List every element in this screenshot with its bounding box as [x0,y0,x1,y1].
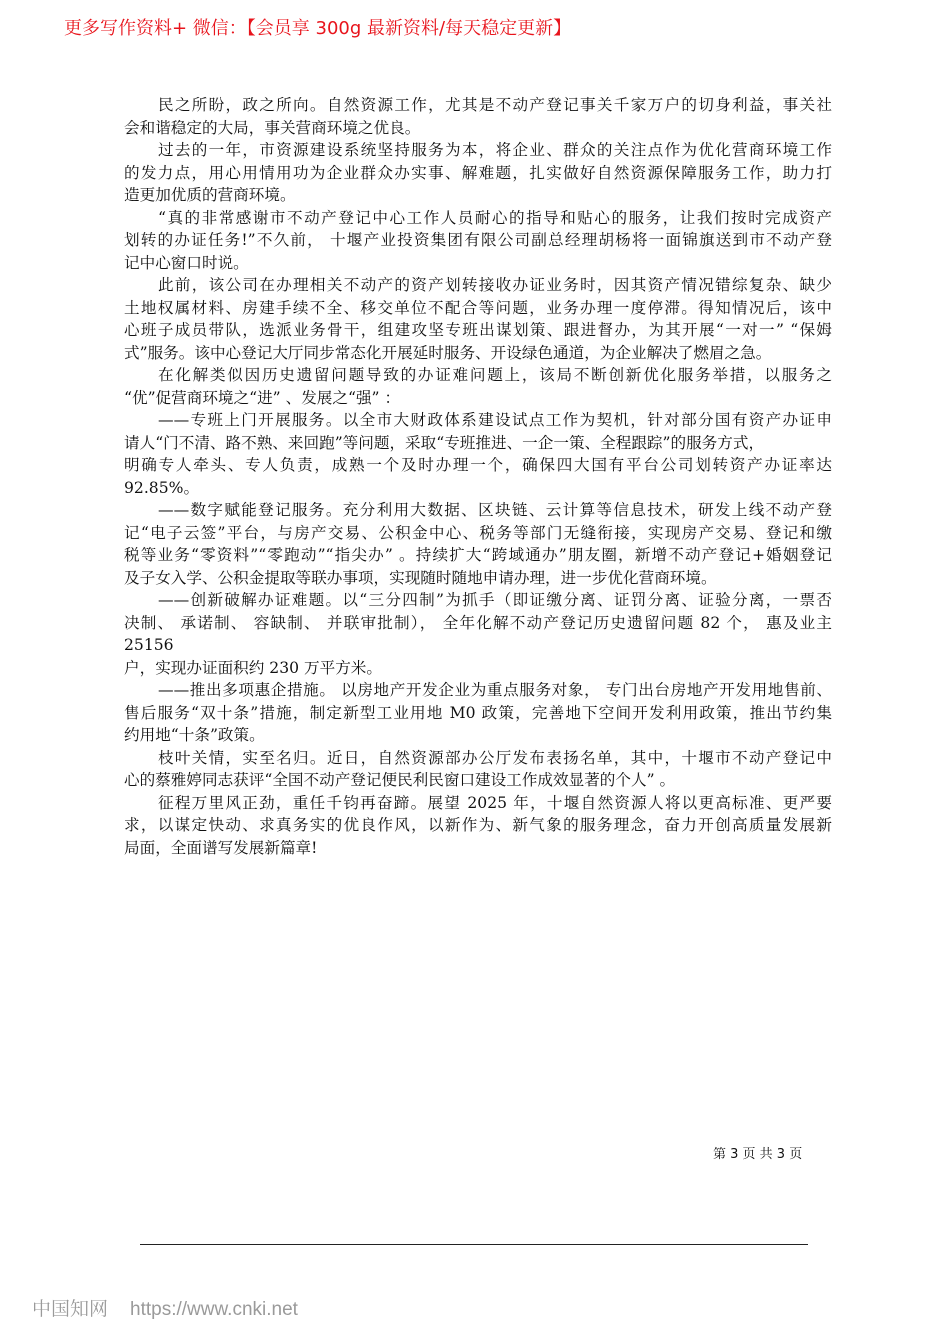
watermark-url: https://www.cnki.net [130,1299,298,1320]
paragraph [124,747,832,792]
paragraph-line: 记“电子云签”平台，与房产交易、公积金中心、税务等部门无缝衔接，实现房产交易、登记和缴 [124,523,832,542]
paragraph-line: ——推出多项惠企措施。 以房地产开发企业为重点服务对象， 专门出台房地产开发用地售前、 [158,681,832,699]
paragraph-line: 约用地“十条”政策。 [124,726,265,744]
paragraph-line: 局面，全面谱写发展新篇章! [124,838,318,857]
paragraph-line: 此前，该公司在办理相关不动产的资产划转接收办证业务时，因其资产情况错综复杂、缺少 [158,276,832,294]
paragraph-line: 心的蔡雅婷同志获评“全国不动产登记便民利民窗口建设工作成效显著的个人” 。 [124,771,676,789]
paragraph-line: 户，实现办证面积约 230 万平方米。 [124,658,382,677]
paragraph [124,274,832,364]
paragraph [124,679,832,747]
paragraph-line: 的发力点，用心用情用功为企业群众办实事、解难题，扎实做好自然资源保障服务工作，助力打 [124,163,832,182]
paragraph-line: 枝叶关情，实至名归。近日，自然资源部办公厅发布表扬名单，其中，十堰市不动产登记中 [158,748,832,767]
paragraph-line: 式”服务。该中心登记大厅同步常态化开展延时服务、开设绿色通道，为企业解决了燃眉之急。 [124,343,772,362]
page-number: 第 3 页 共 3 页 [713,1147,803,1162]
paragraph-line: 售后服务“双十条”措施，制定新型工业用地 M0 政策，完善地下空间开发利用政策，推出节约集 [124,703,832,722]
paragraph-line: 民之所盼，政之所向。自然资源工作，尤其是不动产登记事关千家万户的切身利益，事关社 [158,96,832,114]
paragraph-line: 在化解类似因历史遗留问题导致的办证难问题上，该局不断创新优化服务举措，以服务之 [158,366,832,384]
paragraph-line: ——创新破解办证难题。以“三分四制”为抓手（即证缴分离、证罚分离、证验分离，一票否 [158,591,832,609]
watermark [32,1294,298,1321]
paragraph-line: 会和谐稳定的大局，事关营商环境之优良。 [124,118,421,137]
watermark-name: 中国知网 [32,1299,109,1320]
paragraph-line: 记中心窗口时说。 [124,253,249,272]
paragraph-line: 土地权属材料、房建手续不全、移交单位不配合等问题，业务办理一度停滞。得知情况后，该中 [124,298,832,317]
paragraph [124,792,832,860]
paragraph-line: 心班子成员带队，选派业务骨干，组建攻坚专班出谋划策、跟进督办，为其开展“一对一” “保姆 [124,321,832,339]
paragraph-line: ——专班上门开展服务。以全市大财政体系建设试点工作为契机，针对部分国有资产办证申 [158,411,832,429]
paragraph [124,94,832,139]
paragraph [124,589,832,679]
paragraph [124,364,832,409]
paragraph-line: 及子女入学、公积金提取等联办事项，实现随时随地申请办理，进一步优化营商环境。 [124,568,717,587]
paragraph-line: ——数字赋能登记服务。充分利用大数据、区块链、云计算等信息技术，研发上线不动产登 [158,501,832,519]
paragraph-line: 92.85%。 [124,478,200,497]
paragraph [124,207,832,275]
promo-banner: 更多写作资料+ 微信：【会员享 300g 最新资料/每天稳定更新】 [64,18,572,39]
paragraph-line: 决制、 承诺制、 容缺制、 并联审批制）， 全年化解不动产登记历史遗留问题 82 个， 惠及业主 25156 [124,613,832,654]
paragraph-line: 税等业务“零资料”“零跑动”“指尖办” 。持续扩大“跨域通办”朋友圈，新增不动产登记+婚姻登记 [124,546,832,564]
paragraph-line: 划转的办证任务!”不久前， 十堰产业投资集团有限公司副总经理胡杨将一面锦旗送到市不动产登 [124,231,832,249]
paragraph-line: 造更加优质的营商环境。 [124,186,296,204]
paragraph-line: 明确专人牵头、专人负责，成熟一个及时办理一个，确保四大国有平台公司划转资产办证率达 [124,456,832,474]
paragraph-line: 请人“门不清、路不熟、来回跑”等问题，采取“专班推进、一企一策、全程跟踪”的服务方式， [124,433,765,452]
paragraph-line: 征程万里风正劲，重任千钧再奋蹄。展望 2025 年，十堰自然资源人将以更高标准、更严要 [158,793,832,812]
paragraph-line: 求，以谋定快动、求真务实的优良作风，以新作为、新气象的服务理念，奋力开创高质量发展新 [124,816,832,834]
paragraph-line: “优”促营商环境之“进” 、发展之“强” ： [124,388,401,407]
paragraph [124,139,832,207]
paragraph [124,409,832,499]
paragraph [124,499,832,589]
paragraph-line: “真的非常感谢市不动产登记中心工作人员耐心的指导和贴心的服务，让我们按时完成资产 [158,208,832,227]
paragraph-line: 过去的一年，市资源建设系统坚持服务为本，将企业、群众的关注点作为优化营商环境工作 [158,141,832,159]
document-body [124,94,832,859]
footer-divider [140,1244,808,1245]
